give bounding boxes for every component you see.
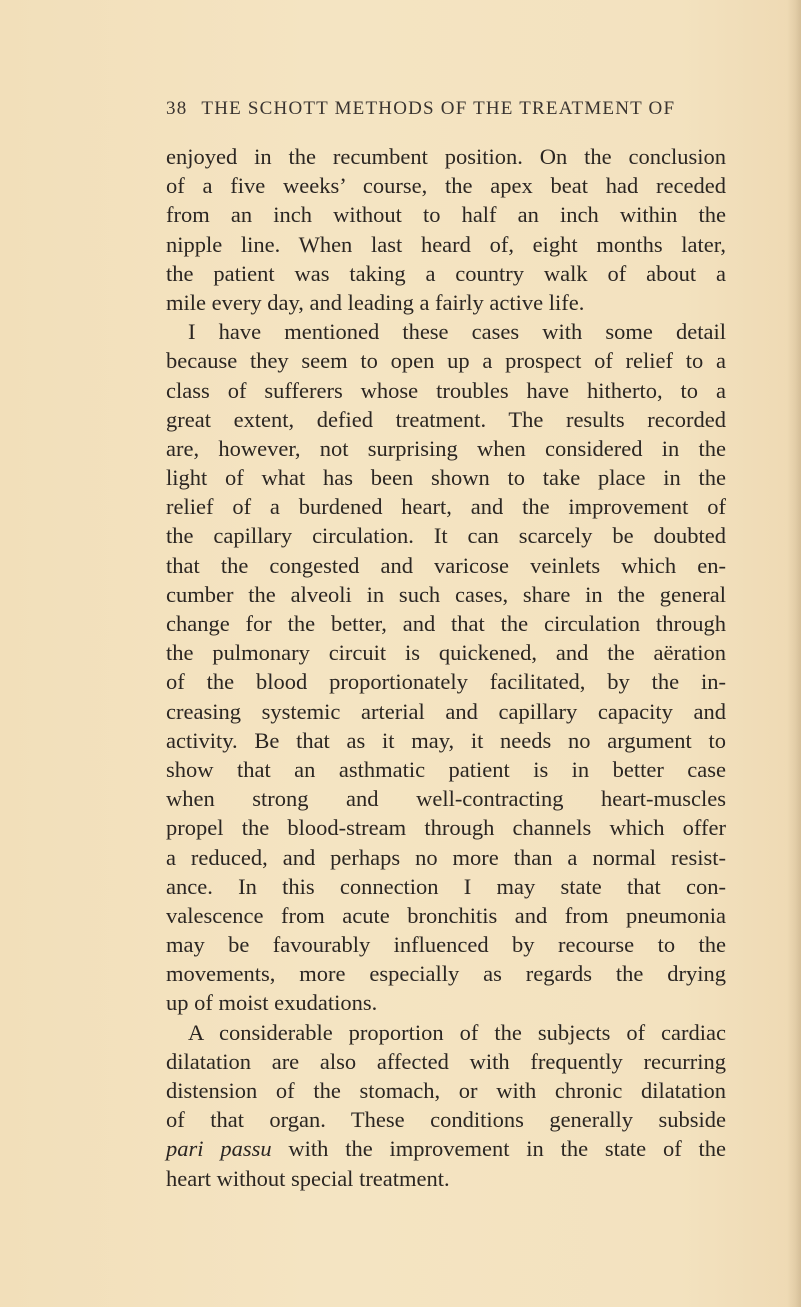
text-line: ance. In this connection I may state that con- [166,873,726,899]
text-line: are, however, not surprising when considered in the [166,435,726,461]
text-line: from an inch without to half an inch within the [166,202,726,228]
body-text [166,142,726,1193]
text-line: up of moist exudations. [166,990,378,1016]
text-line: the capillary circulation. It can scarcely be doubted [166,523,726,549]
text-line: I have mentioned these cases with some detail [188,319,726,345]
text-line: nipple line. When last heard of, eight months later, [166,231,726,257]
page-edge-shadow [787,0,801,1307]
text-line: dilatation are also affected with frequently recurring [166,1048,726,1074]
text-line-rest: with the improvement in the state of the [271,1136,726,1162]
text-line: of that organ. These conditions generally subside [166,1107,726,1133]
text-line: light of what has been shown to take place in the [166,465,726,491]
text-line: cumber the alveoli in such cases, share in the general [166,581,726,607]
text-line: because they seem to open up a prospect of relief to a [166,348,726,374]
text-line: enjoyed in the recumbent position. On the conclusion [166,144,726,169]
text-line: activity. Be that as it may, it needs no argument to [166,727,726,753]
text-line: class of sufferers whose troubles have hitherto, to a [166,377,726,403]
page-number: 38 [166,98,188,119]
text-line: propel the blood-stream through channels which offer [166,815,726,841]
text-line: distension of the stomach, or with chronic dilatation [166,1078,726,1103]
text-line: when strong and well-contracting heart-muscles [166,786,726,812]
text-line: of a five weeks’ course, the apex beat had receded [166,173,726,199]
text-line: show that an asthmatic patient is in better case [166,756,726,782]
text-line: relief of a burdened heart, and the improvement of [166,494,726,520]
text-line: the pulmonary circuit is quickened, and the aëration [166,640,726,666]
running-head [166,98,726,120]
text-line: A considerable proportion of the subjects of cardiac [188,1019,726,1045]
text-line: mile every day, and leading a fairly active life. [166,289,585,315]
text-line-italic [166,1134,726,1163]
text-line: change for the better, and that the circulation through [166,611,726,636]
text-line: movements, more especially as regards the drying [166,961,726,987]
text-line: the patient was taking a country walk of about a [166,260,726,286]
latin-phrase: pari passu [166,1136,272,1162]
text-line: great extent, defied treatment. The results recorded [166,406,726,432]
text-line: creasing systemic arterial and capillary capacity and [166,698,726,724]
text-line: a reduced, and perhaps no more than a normal resist- [166,844,726,870]
text-line: that the congested and varicose veinlets which en- [166,552,726,578]
running-title: THE SCHOTT METHODS OF THE TREATMENT OF [201,98,676,119]
text-line-final: heart without special treatment. [166,1165,450,1191]
text-line: may be favourably influenced by recourse to the [166,932,726,958]
text-line: of the blood proportionately facilitated, by the in- [166,669,726,695]
text-line: valescence from acute bronchitis and from pneumonia [166,902,726,928]
